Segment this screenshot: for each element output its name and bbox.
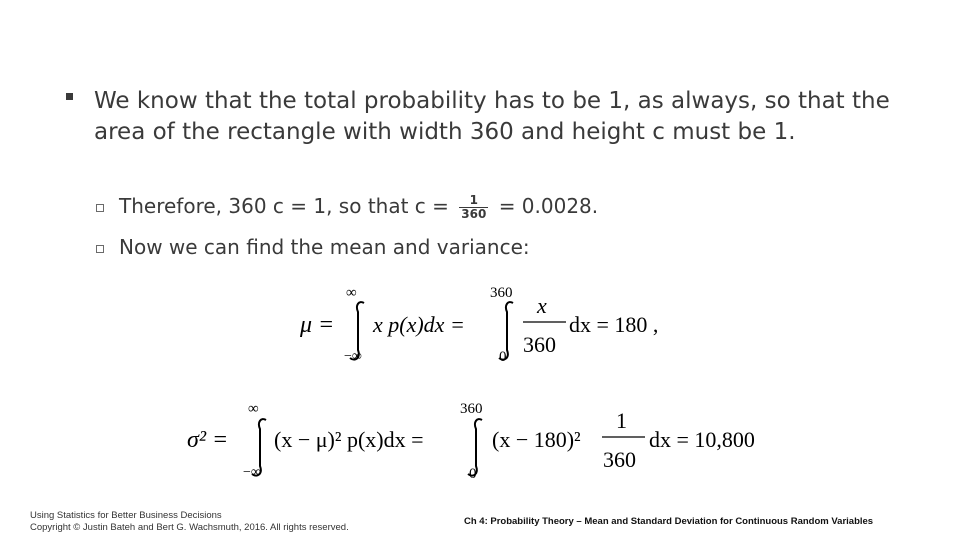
variance-frac-den: 360 bbox=[603, 447, 636, 472]
variance-frac-num: 1 bbox=[616, 408, 627, 433]
variance-tail: dx = 10,800 bbox=[649, 427, 755, 452]
variance-upper-limit-1: ∞ bbox=[248, 401, 259, 417]
footer-chapter: Ch 4: Probability Theory – Mean and Standard Deviation for Continuous Random Variables bbox=[464, 516, 874, 527]
variance-lower-limit-2: 0 bbox=[469, 466, 477, 482]
footer-copyright: Copyright © Justin Bateh and Bert G. Wachsmuth, 2016. All rights reserved. bbox=[30, 522, 349, 533]
sub-bullet-text: Now we can find the mean and variance: bbox=[119, 235, 530, 259]
mean-upper-limit-1: ∞ bbox=[346, 285, 357, 301]
sub-bullet-text-post: = 0.0028. bbox=[498, 194, 599, 218]
mean-frac-den: 360 bbox=[523, 332, 556, 357]
mean-tail: dx = 180 , bbox=[569, 312, 659, 337]
mean-upper-limit-2: 360 bbox=[490, 285, 513, 301]
sub-bullet-text-pre: Therefore, 360 c = 1, so that c = bbox=[119, 194, 449, 218]
variance-lhs: σ² = bbox=[187, 427, 229, 453]
variance-upper-limit-2: 360 bbox=[460, 401, 483, 417]
mean-frac-num: x bbox=[537, 293, 547, 318]
mean-integrand-1: x p(x)dx = bbox=[373, 312, 465, 337]
mean-lower-limit-1: −∞ bbox=[344, 349, 362, 364]
variance-integrand-1: (x − μ)² p(x)dx = bbox=[274, 427, 424, 452]
mean-equation bbox=[299, 285, 658, 365]
variance-integrand-2: (x − 180)² bbox=[492, 427, 581, 452]
variance-lower-limit-1: −∞ bbox=[243, 465, 261, 480]
mean-lower-limit-2: 0 bbox=[499, 349, 507, 365]
fraction-numerator: 1 bbox=[469, 193, 478, 207]
mean-lhs: μ = bbox=[300, 312, 335, 338]
footer-left bbox=[30, 510, 349, 534]
fraction-denominator: 360 bbox=[461, 207, 487, 221]
footer-book-title: Using Statistics for Better Business Decisions bbox=[30, 510, 222, 521]
bullet-main-text: We know that the total probability has to be 1, as always, so that the area of the rectangle with width 360 and height c must be 1. bbox=[94, 88, 890, 145]
variance-equation bbox=[187, 401, 755, 482]
